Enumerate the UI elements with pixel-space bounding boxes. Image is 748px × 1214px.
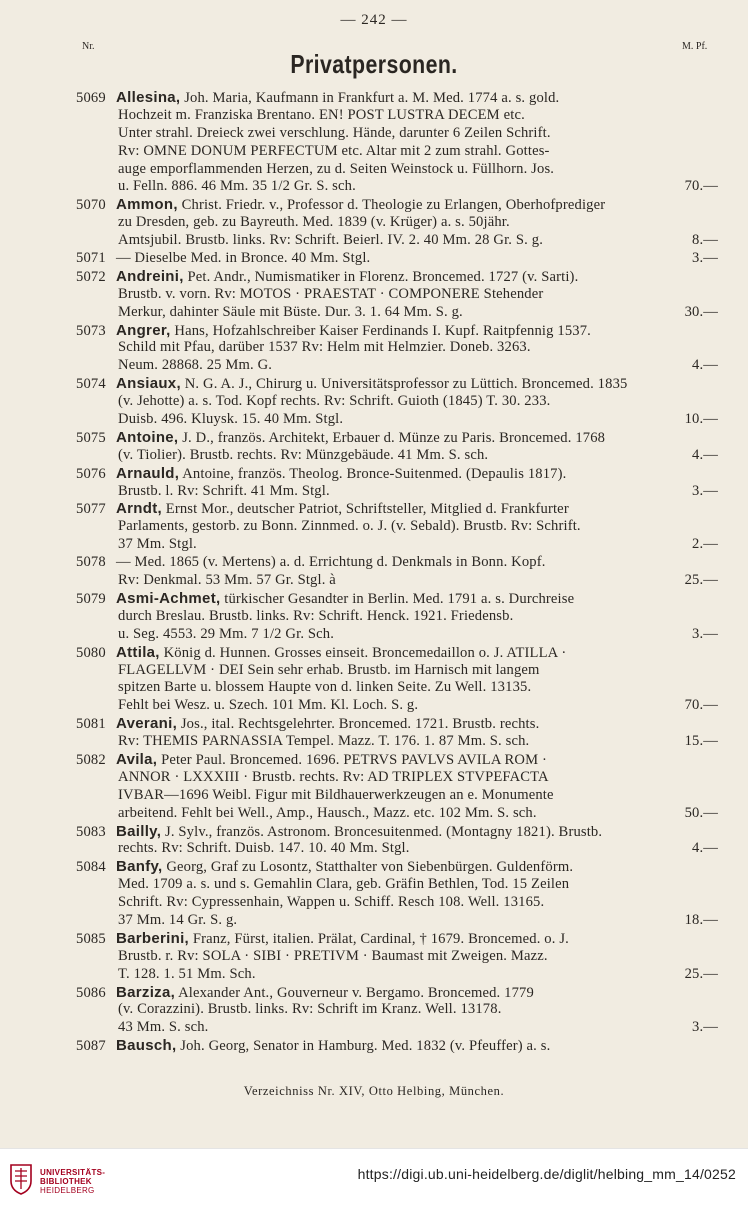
entry-text: zu Dresden, geb. zu Bayreuth. Med. 1839 (v. Krüger) a. s. 50jähr. xyxy=(118,214,510,231)
catalog-entry xyxy=(76,500,718,554)
page-number: — 242 — xyxy=(340,12,408,28)
entry-line xyxy=(76,393,696,411)
entry-line xyxy=(76,804,718,823)
entry-name: Banfy, xyxy=(116,858,163,876)
entry-number: 5078 xyxy=(76,554,106,571)
entry-line xyxy=(76,608,696,626)
catalog-entry xyxy=(76,196,718,250)
entry-line xyxy=(76,679,696,697)
entry-line xyxy=(76,536,718,554)
entry-text: Joh. Maria, Kaufmann in Frankfurt a. M. Med. 1774 a. s. gold. xyxy=(180,90,560,106)
entry-text: Merkur, dahinter Säule mit Büste. Dur. 3. 1. 64 Mm. S. g. xyxy=(118,303,463,320)
entry-line xyxy=(76,143,696,161)
entry-text: Brustb. r. Rv: SOLA · SIBI · PRETIVM · Baumast mit Zweigen. Mazz. xyxy=(118,947,548,964)
entry-price: 3.— xyxy=(692,250,718,267)
entry-price: 25.— xyxy=(684,572,718,589)
entry-price: 4.— xyxy=(692,446,718,463)
entry-text: Brustb. l. Rv: Schrift. 41 Mm. Stgl. xyxy=(118,482,330,499)
catalog-entry xyxy=(76,321,718,376)
entry-text: Med. 1709 a. s. und s. Gemahlin Clara, geb. Gräfin Bethlen, Tod. 15 Zeilen xyxy=(118,876,570,893)
page-title: Privatpersonen. xyxy=(290,49,458,79)
entry-line xyxy=(76,322,696,340)
entry-number: 5073 xyxy=(76,322,106,339)
catalog-entry xyxy=(76,589,718,644)
entry-text: Hans, Hofzahlschreiber Kaiser Ferdinands I. Kupf. Raitpfennig 1537. xyxy=(170,322,591,339)
column-header-nr: Nr. xyxy=(82,41,95,52)
entry-text: Franz, Fürst, italien. Prälat, Cardinal, † 1679. Broncemed. o. J. xyxy=(189,930,569,947)
entry-text: Parlaments, gestorb. zu Bonn. Zinnmed. o. J. (v. Sebald). Brustb. Rv: Schrift. xyxy=(118,518,581,535)
entry-line xyxy=(76,518,696,536)
entry-line xyxy=(76,268,696,286)
entry-price: 4.— xyxy=(692,357,718,374)
entry-text: N. G. A. J., Chirurg u. Universitätsprofessor zu Lüttich. Broncemed. 1835 xyxy=(180,376,628,393)
entry-price: 50.— xyxy=(684,804,718,821)
entry-line xyxy=(76,930,696,948)
entry-number: 5071 xyxy=(76,250,106,267)
entry-number: 5072 xyxy=(76,268,106,285)
catalog-entry xyxy=(76,464,718,501)
catalog-entry xyxy=(76,822,718,859)
entry-text: — Med. 1865 (v. Mertens) a. d. Errichtung d. Denkmals in Bonn. Kopf. xyxy=(116,554,546,571)
catalog-entry xyxy=(76,554,718,590)
catalog-entry xyxy=(76,267,718,322)
entry-text: 43 Mm. S. sch. xyxy=(118,1019,209,1036)
entry-text: (v. Tiolier). Brustb. rechts. Rv: Münzgebäude. 41 Mm. S. sch. xyxy=(118,446,489,463)
entry-line xyxy=(76,357,718,375)
entry-text: Rv: Denkmal. 53 Mm. 57 Gr. Stgl. à xyxy=(118,572,336,589)
entry-text: rechts. Rv: Schrift. Duisb. 147. 10. 40 Mm. Stgl. xyxy=(118,840,410,857)
page-footer: Verzeichniss Nr. XIV, Otto Helbing, München. xyxy=(243,1084,505,1098)
entry-text: Schild mit Pfau, darüber 1537 Rv: Helm mit Helmzier. Doneb. 3263. xyxy=(118,339,531,356)
entry-text: spitzen Barte u. blossem Haupte von d. linken Seite. Zu Well. 13135. xyxy=(118,679,532,696)
entry-name: Andreini, xyxy=(116,267,184,285)
entry-line xyxy=(76,1037,696,1055)
entry-number: 5075 xyxy=(76,429,106,446)
entry-text: Hochzeit m. Franziska Brentano. EN! POST LUSTRA DECEM etc. xyxy=(118,106,525,123)
entry-text: Pet. Andr., Numismatiker in Florenz. Broncemed. 1727 (v. Sarti). xyxy=(183,268,579,285)
catalog-entry xyxy=(76,929,718,984)
entry-text: Christ. Friedr. v., Professor d. Theologie zu Erlangen, Oberhofprediger xyxy=(177,197,606,214)
catalog-entries xyxy=(76,89,718,1055)
entry-line xyxy=(76,662,696,680)
entry-line xyxy=(76,500,696,518)
entry-line xyxy=(76,965,718,984)
entry-line xyxy=(76,840,718,858)
entry-text: ANNOR · LXXXIII · Brustb. rechts. Rv: AD TRIPLEX STVPEFACTA xyxy=(118,768,549,785)
catalog-entry xyxy=(76,858,718,930)
column-header-price: M. Pf. xyxy=(682,41,708,52)
entry-text: J. D., französ. Architekt, Erbauer d. Münze zu Paris. Broncemed. 1768 xyxy=(178,429,606,446)
catalog-entry xyxy=(76,643,718,716)
entry-line xyxy=(76,751,696,769)
entry-text: Schrift. Rv: Cypressenhain, Wappen u. Schiff. Resch 108. Well. 13165. xyxy=(118,894,545,911)
entry-name: Averani, xyxy=(116,715,178,733)
entry-line xyxy=(76,911,718,930)
permalink-url[interactable]: https://digi.ub.uni-heidelberg.de/diglit/helbing_mm_14/0252 xyxy=(357,1166,736,1182)
entry-text: Ernst Mor., deutscher Patriot, Schriftsteller, Mitglied d. Frankfurter xyxy=(161,501,569,518)
entry-line xyxy=(76,339,696,357)
entry-line xyxy=(76,948,696,966)
entry-text: Brustb. v. vorn. Rv: MOTOS · PRAESTAT · COMPONERE Stehender xyxy=(118,285,544,302)
entry-text: Peter Paul. Broncemed. 1696. PETRVS PAVLVS AVILA ROM · xyxy=(157,751,548,768)
entry-number: 5084 xyxy=(76,859,106,876)
catalog-entry xyxy=(76,1037,696,1055)
library-name-line: UNIVERSITÄTS- xyxy=(40,1168,106,1177)
entry-line xyxy=(76,303,718,322)
entry-text: arbeitend. Fehlt bei Well., Amp., Hausch., Mazz. etc. 102 Mm. S. sch. xyxy=(118,804,537,821)
entry-text: Rv: OMNE DONUM PERFECTUM etc. Altar mit 2 zum strahl. Gottes- xyxy=(118,142,550,159)
entry-line xyxy=(76,482,718,501)
entry-line xyxy=(76,232,718,250)
entry-line xyxy=(76,823,696,841)
entry-text: Antoine, französ. Theolog. Bronce-Suitenmed. (Depaulis 1817). xyxy=(179,465,567,482)
entry-name: Asmi-Achmet, xyxy=(116,589,221,607)
entry-number: 5074 xyxy=(76,376,106,393)
entry-number: 5087 xyxy=(76,1038,106,1055)
entry-name: Attila, xyxy=(116,643,160,661)
entry-text: durch Breslau. Brustb. links. Rv: Schrift. Henck. 1921. Friedensb. xyxy=(118,607,514,624)
entry-line xyxy=(76,787,696,805)
entry-name: Barberini, xyxy=(116,929,190,947)
entry-text: Jos., ital. Rechtsgelehrter. Broncemed. 1721. Brustb. rechts. xyxy=(177,716,540,733)
entry-line xyxy=(76,858,696,876)
entry-name: Barziza, xyxy=(116,983,176,1001)
entry-line xyxy=(76,161,696,179)
entry-line xyxy=(76,429,696,447)
entry-line xyxy=(76,178,718,196)
entry-number: 5083 xyxy=(76,823,106,840)
entry-text: J. Sylv., französ. Astronom. Broncesuitenmed. (Montagny 1821). Brustb. xyxy=(161,823,603,840)
entry-text: (v. Corazzini). Brustb. links. Rv: Schrift im Kranz. Well. 13178. xyxy=(118,1001,502,1018)
entry-text: 37 Mm. Stgl. xyxy=(118,536,197,553)
entry-price: 8.— xyxy=(692,232,718,249)
entry-price: 10.— xyxy=(684,411,718,428)
entry-number: 5080 xyxy=(76,644,106,661)
entry-number: 5069 xyxy=(76,90,106,106)
viewer-bar xyxy=(0,1148,748,1214)
entry-line xyxy=(76,769,696,787)
entry-price: 30.— xyxy=(684,303,718,320)
entry-number: 5077 xyxy=(76,501,106,518)
entry-line xyxy=(76,465,696,483)
entry-number: 5070 xyxy=(76,197,106,214)
library-name-line: BIBLIOTHEK xyxy=(40,1177,92,1186)
entry-number: 5081 xyxy=(76,716,106,733)
entry-name: Ammon, xyxy=(116,196,178,214)
entry-text: u. Seg. 4553. 29 Mm. 7 1/2 Gr. Sch. xyxy=(118,625,335,642)
entry-number: 5086 xyxy=(76,984,106,1001)
entry-name: Angrer, xyxy=(116,321,171,339)
entry-text: — Dieselbe Med. in Bronce. 40 Mm. Stgl. xyxy=(116,250,371,267)
entry-line xyxy=(76,625,718,644)
entry-text: (v. Jehotte) a. s. Tod. Kopf rechts. Rv: Schrift. Guioth (1845) T. 30. 233. xyxy=(118,393,551,410)
entry-name: Arnauld, xyxy=(116,464,180,482)
entry-name: Arndt, xyxy=(116,500,162,518)
entry-name: Avila, xyxy=(116,750,158,768)
entry-price: 25.— xyxy=(684,965,718,982)
entry-price: 2.— xyxy=(692,536,718,553)
entry-line xyxy=(76,644,696,662)
entry-line xyxy=(76,733,718,751)
entry-text: 37 Mm. 14 Gr. S. g. xyxy=(118,911,238,928)
entry-name: Allesina, xyxy=(116,89,181,106)
entry-price: 70.— xyxy=(684,178,718,195)
entry-text: T. 128. 1. 51 Mm. Sch. xyxy=(118,965,256,982)
entry-price: 15.— xyxy=(684,733,718,750)
entry-text: Rv: THEMIS PARNASSIA Tempel. Mazz. T. 176. 1. 87 Mm. S. sch. xyxy=(118,733,530,750)
entry-price: 3.— xyxy=(692,482,718,499)
entry-line xyxy=(76,89,696,107)
entry-name: Antoine, xyxy=(116,428,179,446)
entry-text: König d. Hunnen. Grosses einseit. Broncemedaillon o. J. ATILLA · xyxy=(159,644,567,661)
entry-line xyxy=(76,984,696,1002)
entry-text: Amtsjubil. Brustb. links. Rv: Schrift. Beierl. IV. 2. 40 Mm. 28 Gr. S. g. xyxy=(118,232,543,249)
entry-line xyxy=(76,590,696,608)
catalog-entry xyxy=(76,250,718,268)
entry-text: Duisb. 496. Kluysk. 15. 40 Mm. Stgl. xyxy=(118,411,344,428)
catalog-entry xyxy=(76,983,718,1038)
entry-text: Joh. Georg, Senator in Hamburg. Med. 1832 (v. Pfeuffer) a. s. xyxy=(176,1038,551,1055)
entry-line xyxy=(76,554,696,572)
entry-line xyxy=(76,375,696,393)
entry-number: 5076 xyxy=(76,465,106,482)
entry-line xyxy=(76,894,696,912)
library-name xyxy=(40,1168,105,1195)
entry-price: 3.— xyxy=(692,1019,718,1036)
catalog-entry xyxy=(76,428,718,465)
entry-text: IVBAR—1696 Weibl. Figur mit Bildhauerwerkzeugen an e. Monumente xyxy=(118,786,554,803)
catalog-entry xyxy=(76,89,718,196)
catalog-entry xyxy=(76,750,718,823)
entry-name: Bailly, xyxy=(116,822,162,840)
entry-line xyxy=(76,286,696,304)
entry-line xyxy=(76,572,718,590)
entry-line xyxy=(76,715,696,733)
entry-text: Georg, Graf zu Losontz, Statthalter von Siebenbürgen. Guldenförm. xyxy=(162,859,574,876)
entry-number: 5085 xyxy=(76,930,106,947)
entry-line xyxy=(76,107,696,125)
entry-line xyxy=(76,697,718,715)
entry-text: Neum. 28868. 25 Mm. G. xyxy=(118,357,273,374)
entry-line xyxy=(76,1019,718,1037)
entry-line xyxy=(76,876,696,894)
entry-name: Ansiaux, xyxy=(116,375,181,393)
library-name-line: HEIDELBERG xyxy=(40,1186,95,1195)
entry-line xyxy=(76,250,718,268)
catalog-entry xyxy=(76,375,718,429)
entry-text: türkischer Gesandter in Berlin. Med. 1791 a. s. Durchreise xyxy=(220,590,575,607)
entry-line xyxy=(76,411,718,429)
entry-price: 70.— xyxy=(684,697,718,714)
entry-number: 5082 xyxy=(76,751,106,768)
entry-price: 3.— xyxy=(692,625,718,642)
entry-line xyxy=(76,446,718,465)
entry-number: 5079 xyxy=(76,590,106,607)
entry-text: Alexander Ant., Gouverneur v. Bergamo. Broncemed. 1779 xyxy=(175,984,534,1001)
entry-line xyxy=(76,196,696,214)
entry-text: auge emporflammenden Herzen, zu d. Seiten Weinstock u. Füllhorn. Jos. xyxy=(118,160,555,177)
entry-line xyxy=(76,1001,696,1019)
entry-text: Unter strahl. Dreieck zwei verschlung. Hände, darunter 6 Zeilen Schrift. xyxy=(118,124,551,141)
entry-line xyxy=(76,214,696,232)
entry-line xyxy=(76,125,696,143)
entry-name: Bausch, xyxy=(116,1037,177,1055)
entry-text: FLAGELLVM · DEI Sein sehr erhab. Brustb. im Harnisch mit langem xyxy=(118,661,540,678)
entry-text: Fehlt bei Wesz. u. Szech. 101 Mm. Kl. Loch. S. g. xyxy=(118,697,419,714)
entry-price: 18.— xyxy=(684,911,718,928)
entry-text: u. Felln. 886. 46 Mm. 35 1/2 Gr. S. sch. xyxy=(118,178,356,195)
catalog-entry xyxy=(76,715,718,751)
university-seal-icon xyxy=(8,1163,34,1195)
entry-price: 4.— xyxy=(692,840,718,857)
